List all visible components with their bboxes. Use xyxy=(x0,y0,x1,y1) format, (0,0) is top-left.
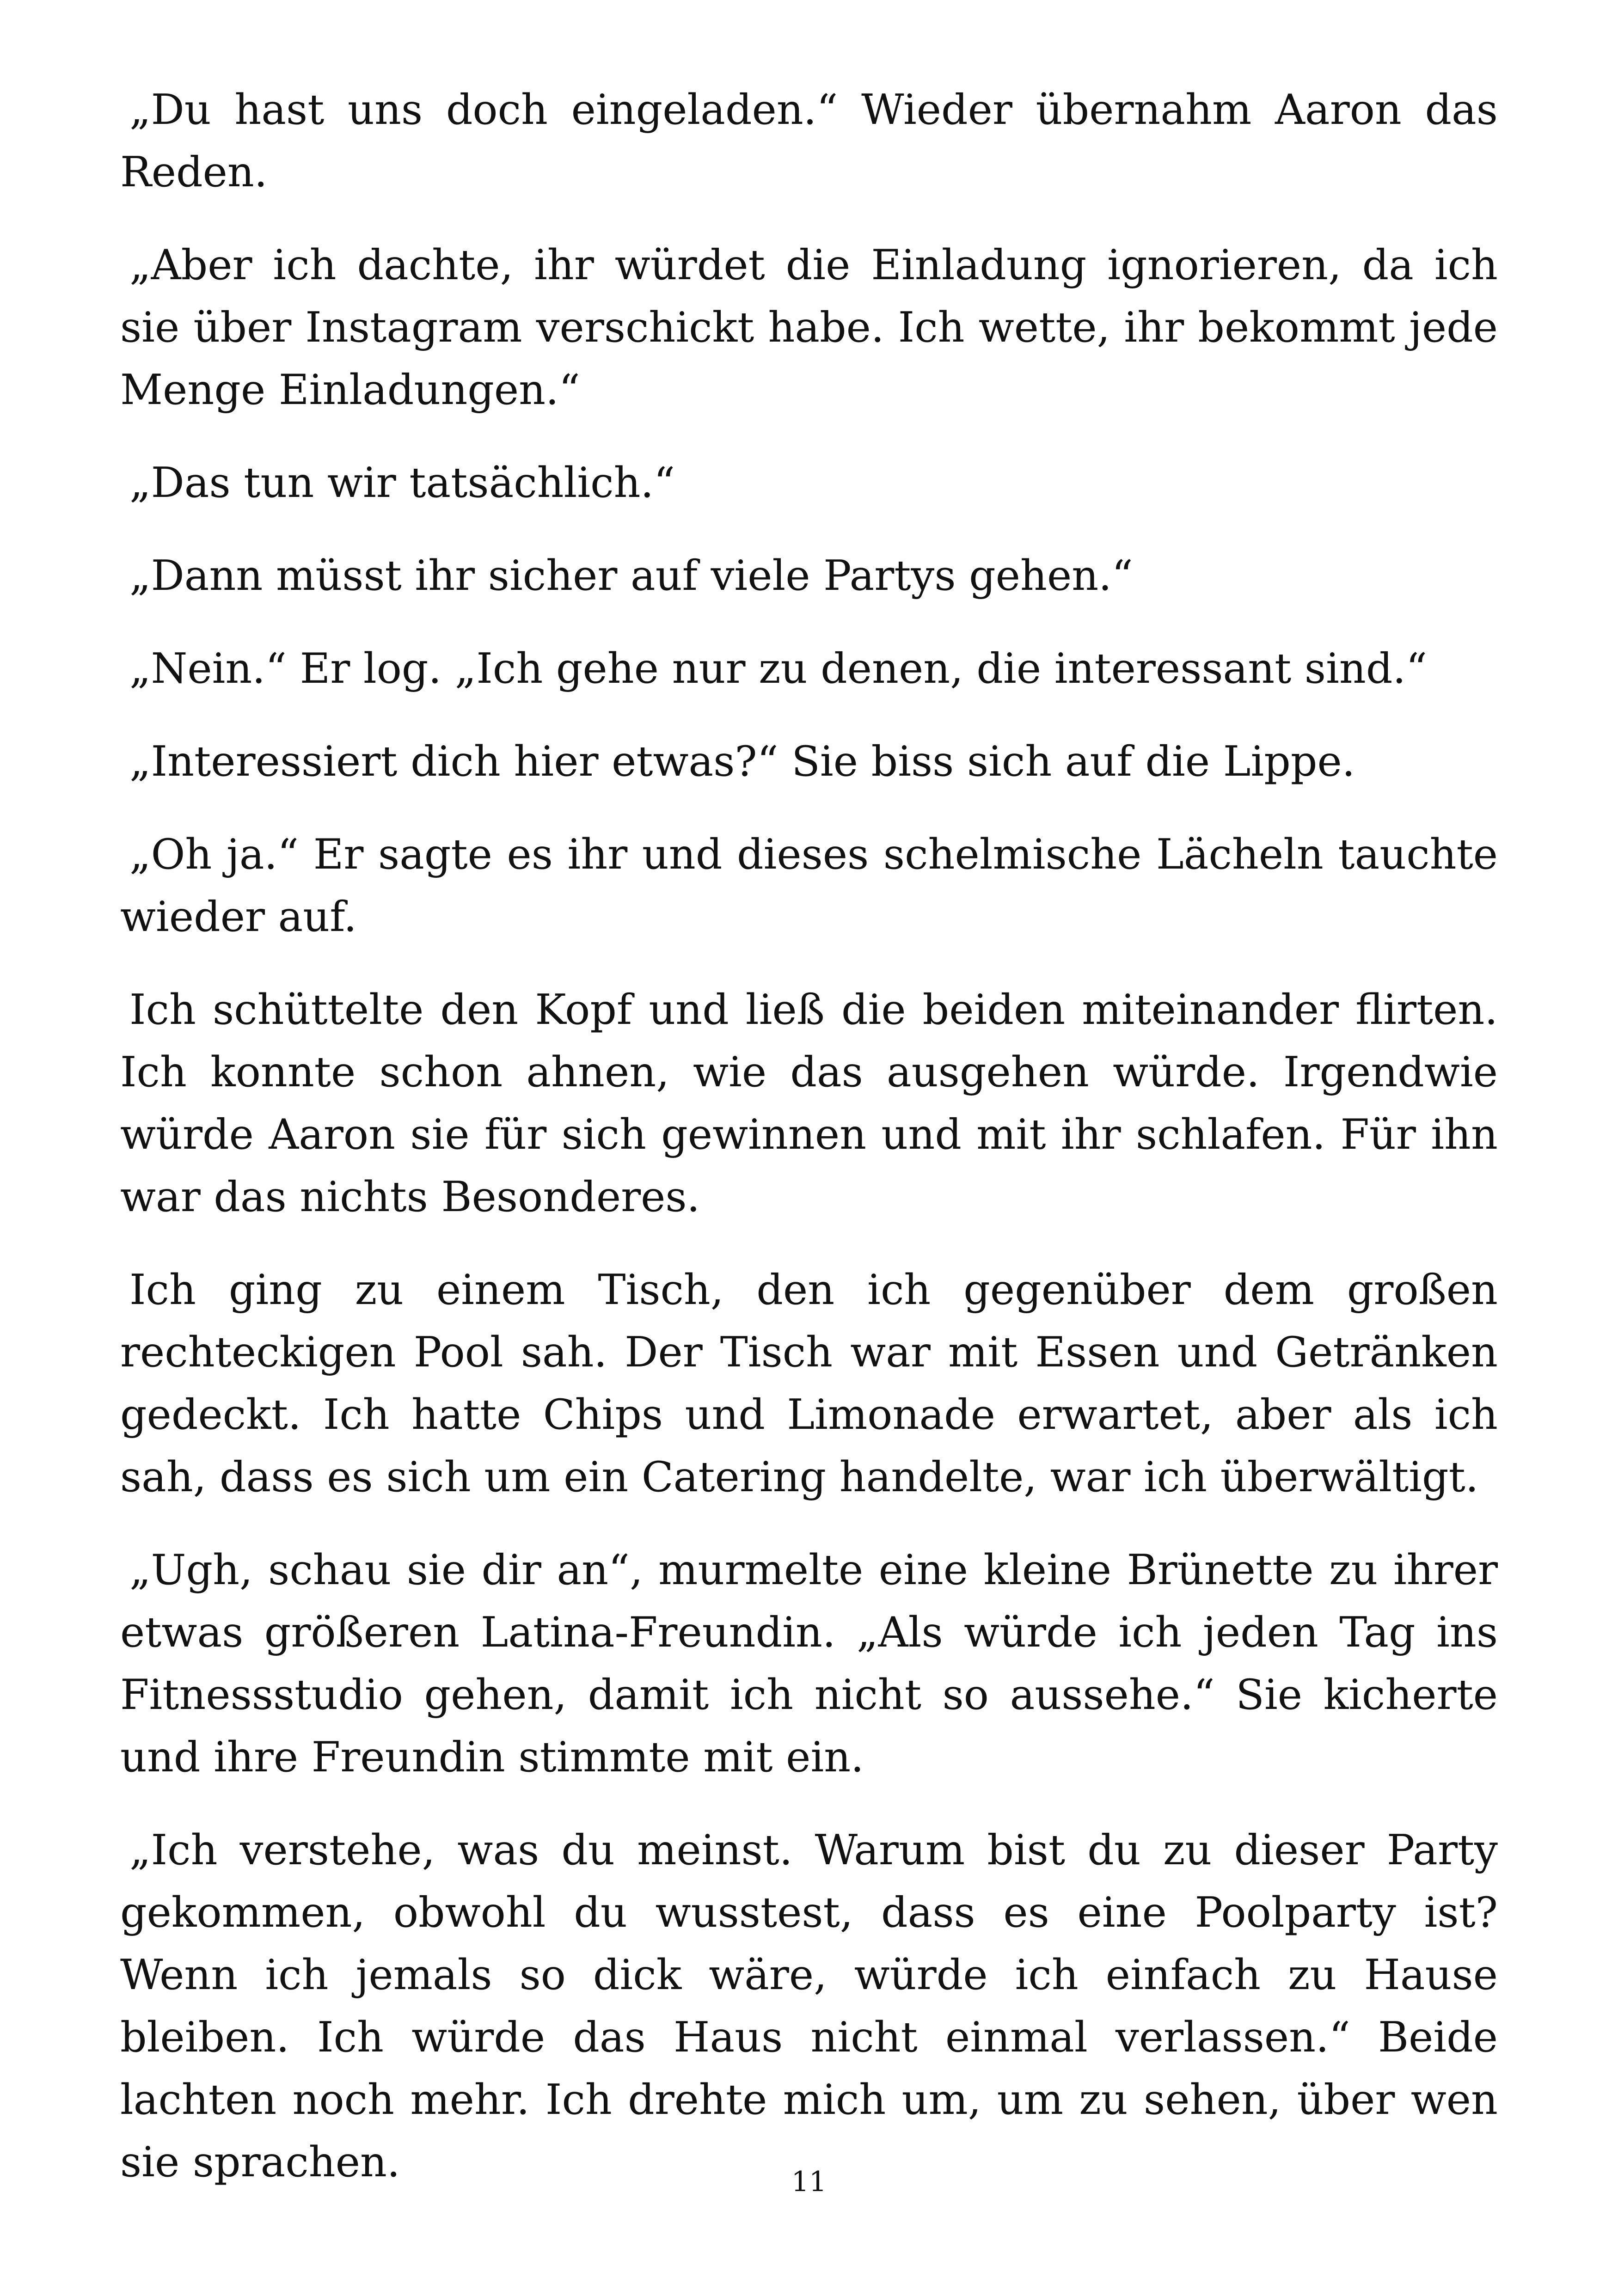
paragraph: „Nein.“ Er log. „Ich gehe nur zu denen, die interessant sind.“ xyxy=(129,644,1428,693)
page-number: 11 xyxy=(791,2166,827,2198)
paragraph: „Aber ich dachte, ihr würdet die Einladung ignorieren, da ich sie über Instagram verschickt habe. Ich wette, ihr bekommt jede Menge Einladungen.“ xyxy=(120,241,1498,414)
paragraph: „Du hast uns doch eingeladen.“ Wieder übernahm Aaron das Reden. xyxy=(120,86,1498,196)
paragraph: „Oh ja.“ Er sagte es ihr und dieses schelmische Lächeln tauchte wieder auf. xyxy=(120,830,1498,941)
paragraph: „Ich verstehe, was du meinst. Warum bist du zu dieser Party gekommen, obwohl du wusstest, dass es eine Poolparty ist? Wenn ich jemals so dick wäre, würde ich einfach zu Hause bleiben. Ich würde das Haus nicht einmal verlassen.“ Beide lachten noch mehr. Ich drehte mich um, um zu sehen, über wen sie sprachen. xyxy=(120,1826,1498,2186)
paragraph: Ich ging zu einem Tisch, den ich gegenüber dem großen rechteckigen Pool sah. Der Tisch war mit Essen und Getränken gedeckt. Ich hatte Chips und Limonade erwartet, aber als ich sah, dass es sich um ein Catering handelte, war ich überwältigt. xyxy=(120,1266,1498,1501)
paragraph: „Ugh, schau sie dir an“, murmelte eine kleine Brünette zu ihrer etwas größeren Latina-Freundin. „Als würde ich jeden Tag ins Fitnessstudio gehen, damit ich nicht so aussehe.“ Sie kicherte und ihre Freundin stimmte mit ein. xyxy=(120,1546,1498,1782)
body-text xyxy=(120,79,1498,2193)
paragraph: Ich schüttelte den Kopf und ließ die beiden miteinander flirten. Ich konnte schon ahnen, wie das ausgehen würde. Irgendwie würde Aaron sie für sich gewinnen und mit ihr schlafen. Für ihn war das nichts Besonderes. xyxy=(120,986,1498,1221)
paragraph: „Interessiert dich hier etwas?“ Sie biss sich auf die Lippe. xyxy=(129,737,1355,786)
paragraph: „Das tun wir tatsächlich.“ xyxy=(129,459,675,507)
paragraph: „Dann müsst ihr sicher auf viele Partys gehen.“ xyxy=(129,551,1133,600)
